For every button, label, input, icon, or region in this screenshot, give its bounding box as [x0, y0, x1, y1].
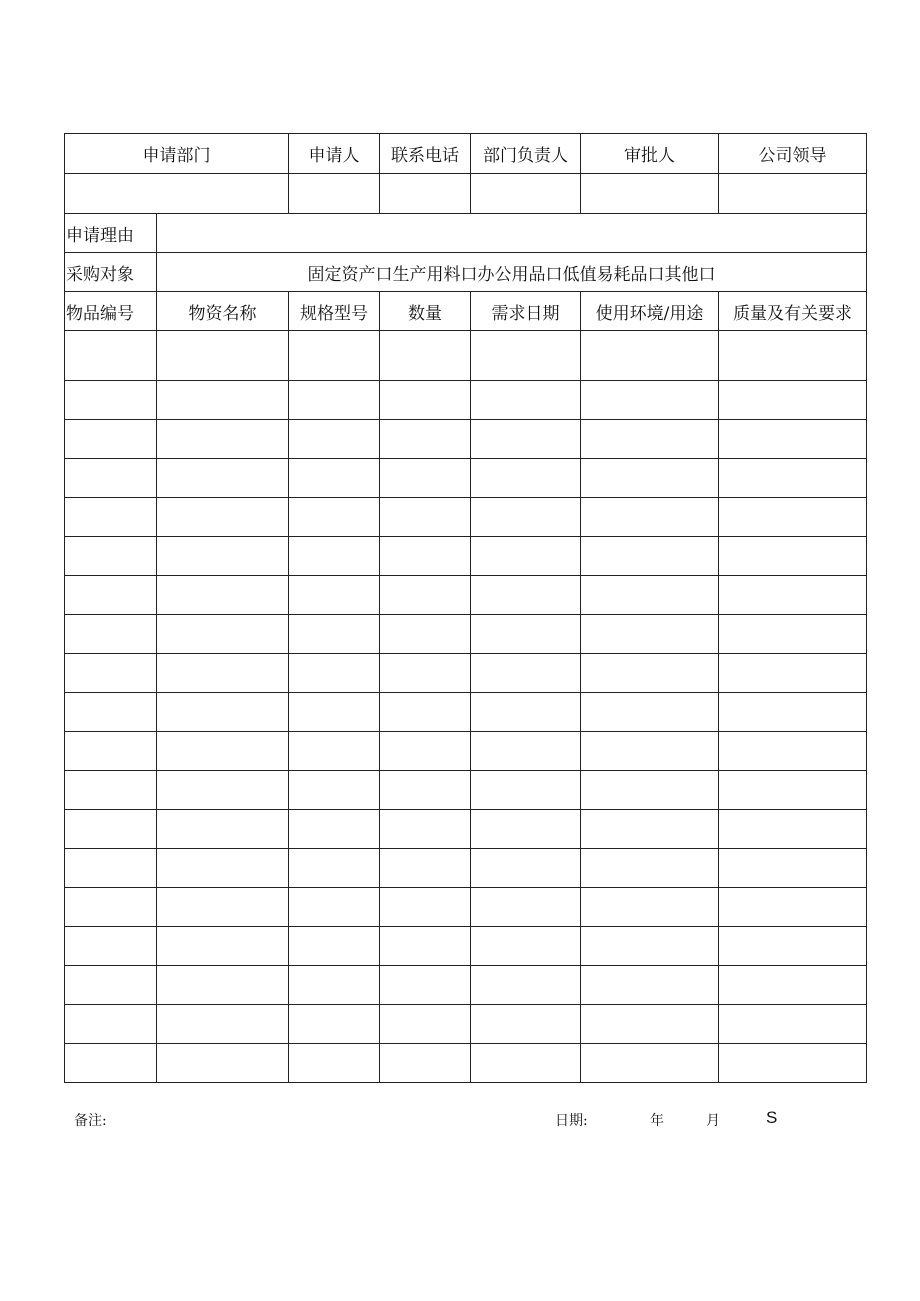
item-cell[interactable]: [719, 576, 867, 615]
item-cell[interactable]: [719, 888, 867, 927]
item-cell[interactable]: [289, 927, 380, 966]
item-cell[interactable]: [157, 615, 289, 654]
item-row: [65, 693, 867, 732]
item-cell[interactable]: [380, 732, 471, 771]
item-cell[interactable]: [289, 966, 380, 1005]
item-cell[interactable]: [157, 1005, 289, 1044]
item-cell[interactable]: [471, 810, 581, 849]
col-material-name: 物资名称: [157, 292, 289, 331]
item-cell[interactable]: [380, 849, 471, 888]
item-row: [65, 849, 867, 888]
item-cell[interactable]: [719, 420, 867, 459]
item-cell[interactable]: [65, 537, 157, 576]
item-cell[interactable]: [719, 732, 867, 771]
item-cell[interactable]: [65, 888, 157, 927]
item-cell[interactable]: [719, 693, 867, 732]
item-cell[interactable]: [289, 693, 380, 732]
item-cell[interactable]: [471, 331, 581, 381]
item-cell[interactable]: [581, 537, 719, 576]
item-cell[interactable]: [719, 810, 867, 849]
item-cell[interactable]: [65, 966, 157, 1005]
item-row: [65, 1005, 867, 1044]
item-cell[interactable]: [581, 888, 719, 927]
item-row: [65, 888, 867, 927]
item-cell[interactable]: [581, 654, 719, 693]
item-cell[interactable]: [157, 966, 289, 1005]
purchase-request-form: [64, 133, 867, 1083]
item-cell[interactable]: [157, 1044, 289, 1083]
item-column-header-row: [65, 292, 867, 331]
applicant-field[interactable]: [289, 174, 380, 214]
company-leader-field[interactable]: [719, 174, 867, 214]
item-row: [65, 331, 867, 381]
item-cell[interactable]: [719, 654, 867, 693]
item-cell[interactable]: [65, 771, 157, 810]
item-cell[interactable]: [581, 576, 719, 615]
item-cell[interactable]: [471, 1044, 581, 1083]
item-cell[interactable]: [65, 810, 157, 849]
item-cell[interactable]: [581, 381, 719, 420]
item-cell[interactable]: [380, 810, 471, 849]
item-cell[interactable]: [65, 849, 157, 888]
header-company-leader: 公司领导: [719, 134, 867, 174]
item-cell[interactable]: [471, 888, 581, 927]
item-cell[interactable]: [157, 693, 289, 732]
item-cell[interactable]: [289, 849, 380, 888]
item-cell[interactable]: [289, 615, 380, 654]
item-cell[interactable]: [157, 654, 289, 693]
item-cell[interactable]: [719, 615, 867, 654]
purchase-object-label: 采购对象: [65, 253, 157, 292]
item-cell[interactable]: [719, 498, 867, 537]
item-cell[interactable]: [65, 498, 157, 537]
item-cell[interactable]: [581, 927, 719, 966]
item-cell[interactable]: [471, 576, 581, 615]
item-cell[interactable]: [471, 732, 581, 771]
item-cell[interactable]: [289, 732, 380, 771]
item-cell[interactable]: [289, 459, 380, 498]
approver-field[interactable]: [581, 174, 719, 214]
item-cell[interactable]: [581, 420, 719, 459]
item-cell[interactable]: [157, 576, 289, 615]
item-cell[interactable]: [581, 732, 719, 771]
item-cell[interactable]: [380, 927, 471, 966]
item-cell[interactable]: [719, 771, 867, 810]
item-cell[interactable]: [719, 537, 867, 576]
item-row: [65, 420, 867, 459]
date-label: 日期:: [555, 1113, 588, 1129]
purchase-object-options[interactable]: 固定资产口生产用料口办公用品口低值易耗品口其他口: [157, 253, 867, 292]
item-row: [65, 732, 867, 771]
dept-head-field[interactable]: [471, 174, 581, 214]
item-cell[interactable]: [581, 810, 719, 849]
header-row: [65, 134, 867, 174]
item-cell[interactable]: [471, 1005, 581, 1044]
item-cell[interactable]: [157, 537, 289, 576]
item-cell[interactable]: [581, 966, 719, 1005]
item-cell[interactable]: [471, 927, 581, 966]
department-field[interactable]: [65, 174, 289, 214]
item-cell[interactable]: [65, 331, 157, 381]
item-cell[interactable]: [380, 654, 471, 693]
item-cell[interactable]: [380, 420, 471, 459]
item-cell[interactable]: [380, 537, 471, 576]
remark-label: 备注:: [74, 1113, 107, 1129]
item-cell[interactable]: [380, 576, 471, 615]
item-row: [65, 927, 867, 966]
item-row: [65, 966, 867, 1005]
item-cell[interactable]: [157, 381, 289, 420]
item-cell[interactable]: [380, 1044, 471, 1083]
item-cell[interactable]: [471, 771, 581, 810]
item-cell[interactable]: [719, 1044, 867, 1083]
item-cell[interactable]: [157, 849, 289, 888]
item-cell[interactable]: [471, 693, 581, 732]
item-cell[interactable]: [157, 498, 289, 537]
col-required-date: 需求日期: [471, 292, 581, 331]
item-cell[interactable]: [719, 1005, 867, 1044]
item-cell[interactable]: [380, 498, 471, 537]
item-cell[interactable]: [65, 420, 157, 459]
item-cell[interactable]: [289, 888, 380, 927]
item-cell[interactable]: [471, 537, 581, 576]
item-cell[interactable]: [289, 576, 380, 615]
item-cell[interactable]: [471, 615, 581, 654]
phone-field[interactable]: [380, 174, 471, 214]
item-cell[interactable]: [289, 771, 380, 810]
item-row: [65, 459, 867, 498]
item-row: [65, 654, 867, 693]
item-cell[interactable]: [719, 966, 867, 1005]
item-cell[interactable]: [380, 966, 471, 1005]
item-cell[interactable]: [581, 498, 719, 537]
item-row: [65, 615, 867, 654]
item-cell[interactable]: [380, 888, 471, 927]
item-row: [65, 1044, 867, 1083]
item-cell[interactable]: [157, 459, 289, 498]
item-cell[interactable]: [65, 1044, 157, 1083]
item-cell[interactable]: [380, 459, 471, 498]
purchase-object-row: [65, 253, 867, 292]
item-cell[interactable]: [471, 498, 581, 537]
item-cell[interactable]: [65, 732, 157, 771]
item-cell[interactable]: [719, 331, 867, 381]
item-cell[interactable]: [289, 381, 380, 420]
item-row: [65, 771, 867, 810]
item-row: [65, 810, 867, 849]
item-row: [65, 537, 867, 576]
day-mark: S: [766, 1108, 778, 1127]
item-cell[interactable]: [380, 615, 471, 654]
item-cell[interactable]: [471, 966, 581, 1005]
item-cell[interactable]: [289, 420, 380, 459]
item-cell[interactable]: [581, 1005, 719, 1044]
item-cell[interactable]: [380, 693, 471, 732]
col-quality-requirements: 质量及有关要求: [719, 292, 867, 331]
header-values-row: [65, 174, 867, 214]
item-cell[interactable]: [581, 693, 719, 732]
item-cell[interactable]: [289, 537, 380, 576]
item-cell[interactable]: [581, 849, 719, 888]
item-cell[interactable]: [65, 615, 157, 654]
item-cell[interactable]: [157, 927, 289, 966]
col-item-number: 物品编号: [65, 292, 157, 331]
item-cell[interactable]: [719, 459, 867, 498]
item-cell[interactable]: [289, 1044, 380, 1083]
item-cell[interactable]: [471, 654, 581, 693]
item-cell[interactable]: [380, 331, 471, 381]
reason-field[interactable]: [157, 214, 867, 253]
header-applicant: 申请人: [289, 134, 380, 174]
month-label: 月: [706, 1113, 720, 1129]
item-cell[interactable]: [581, 331, 719, 381]
year-label: 年: [650, 1113, 664, 1129]
reason-row: [65, 214, 867, 253]
item-cell[interactable]: [581, 615, 719, 654]
item-cell[interactable]: [65, 381, 157, 420]
header-approver: 审批人: [581, 134, 719, 174]
item-cell[interactable]: [380, 381, 471, 420]
item-cell[interactable]: [581, 1044, 719, 1083]
item-cell[interactable]: [65, 459, 157, 498]
col-quantity: 数量: [380, 292, 471, 331]
item-cell[interactable]: [289, 498, 380, 537]
item-cell[interactable]: [65, 576, 157, 615]
item-cell[interactable]: [380, 771, 471, 810]
item-cell[interactable]: [157, 420, 289, 459]
reason-label: 申请理由: [65, 214, 157, 253]
item-cell[interactable]: [65, 654, 157, 693]
item-cell[interactable]: [719, 849, 867, 888]
item-cell[interactable]: [157, 331, 289, 381]
header-department: 申请部门: [65, 134, 289, 174]
col-usage: 使用环境/用途: [581, 292, 719, 331]
item-cell[interactable]: [581, 771, 719, 810]
header-phone: 联系电话: [380, 134, 471, 174]
item-cell[interactable]: [157, 732, 289, 771]
item-cell[interactable]: [157, 771, 289, 810]
item-row: [65, 381, 867, 420]
header-dept-head: 部门负责人: [471, 134, 581, 174]
item-cell[interactable]: [719, 927, 867, 966]
item-cell[interactable]: [581, 459, 719, 498]
item-cell[interactable]: [289, 654, 380, 693]
item-cell[interactable]: [65, 927, 157, 966]
item-cell[interactable]: [289, 1005, 380, 1044]
item-cell[interactable]: [65, 1005, 157, 1044]
item-row: [65, 576, 867, 615]
item-cell[interactable]: [380, 1005, 471, 1044]
item-row: [65, 498, 867, 537]
item-cell[interactable]: [289, 810, 380, 849]
item-cell[interactable]: [471, 381, 581, 420]
item-cell[interactable]: [157, 888, 289, 927]
item-cell[interactable]: [289, 331, 380, 381]
item-cell[interactable]: [157, 810, 289, 849]
item-cell[interactable]: [471, 849, 581, 888]
item-cell[interactable]: [471, 420, 581, 459]
item-cell[interactable]: [65, 693, 157, 732]
item-cell[interactable]: [471, 459, 581, 498]
item-cell[interactable]: [719, 381, 867, 420]
col-spec-model: 规格型号: [289, 292, 380, 331]
